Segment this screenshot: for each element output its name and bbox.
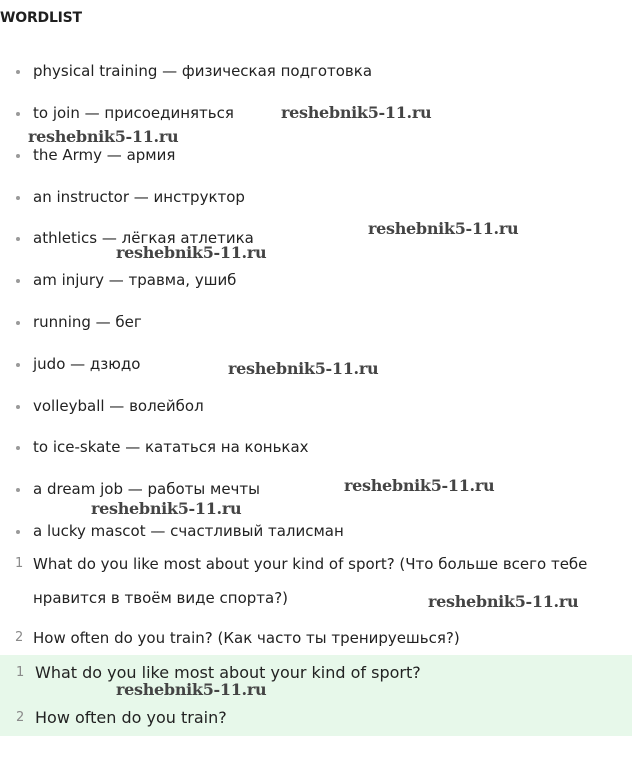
wordlist-item-text: judo — дзюдо xyxy=(33,355,141,373)
bullet-icon xyxy=(16,112,20,116)
watermark: reshebnik5-11.ru xyxy=(116,680,267,699)
bullet-icon xyxy=(16,279,20,283)
wordlist-item xyxy=(33,188,245,206)
wordlist-item-text: athletics — лёгкая атлетика xyxy=(33,229,254,247)
watermark: reshebnik5-11.ru xyxy=(281,103,432,122)
wordlist-item-text: volleyball — волейбол xyxy=(33,397,204,415)
wordlist-item-text: am injury — травма, ушиб xyxy=(33,271,237,289)
watermark: reshebnik5-11.ru xyxy=(228,359,379,378)
wordlist-item xyxy=(33,313,142,331)
bullet-icon xyxy=(16,488,20,492)
question-text: What do you like most about your kind of sport? (Что больше всего тебе xyxy=(33,555,588,573)
bullet-icon xyxy=(16,237,20,241)
wordlist-item xyxy=(33,438,309,456)
bullet-icon xyxy=(16,405,20,409)
answer-text: How often do you train? xyxy=(35,708,227,727)
bullet-icon xyxy=(16,446,20,450)
bullet-icon xyxy=(16,196,20,200)
question-item xyxy=(15,629,460,647)
wordlist-item xyxy=(33,271,236,289)
question-text: How often do you train? (Как часто ты тренируешься?) xyxy=(33,629,460,647)
wordlist-item-text: to ice-skate — кататься на коньках xyxy=(33,438,309,456)
answer-item xyxy=(16,708,227,727)
wordlist-item xyxy=(33,480,260,498)
watermark: reshebnik5-11.ru xyxy=(91,499,242,518)
wordlist-item-text: a lucky mascot — счастливый талисман xyxy=(33,522,344,540)
question-item-continuation xyxy=(33,589,288,607)
wordlist-item-text: a dream job — работы мечты xyxy=(33,480,260,498)
bullet-icon xyxy=(16,154,20,158)
watermark: reshebnik5-11.ru xyxy=(28,127,179,146)
wordlist-item xyxy=(33,355,140,373)
answer-text: What do you like most about your kind of sport? xyxy=(35,663,421,682)
wordlist-item xyxy=(33,397,204,415)
question-text: нравится в твоём виде спорта?) xyxy=(33,589,289,607)
wordlist-item xyxy=(33,522,344,540)
wordlist-item xyxy=(33,146,175,164)
wordlist-item xyxy=(33,62,372,80)
bullet-icon xyxy=(16,363,20,367)
wordlist-item xyxy=(33,104,234,122)
bullet-icon xyxy=(16,70,20,74)
watermark: reshebnik5-11.ru xyxy=(368,219,519,238)
watermark: reshebnik5-11.ru xyxy=(344,476,495,495)
wordlist-item-text: to join — присоединяться xyxy=(33,104,234,122)
question-number: 1 xyxy=(15,556,24,571)
wordlist-item-text: running — бег xyxy=(33,313,142,331)
answer-number: 2 xyxy=(16,710,25,725)
wordlist-item-text: the Army — армия xyxy=(33,146,176,164)
answer-number: 1 xyxy=(16,665,25,680)
wordlist-item-text: an instructor — инструктор xyxy=(33,188,245,206)
wordlist-heading: WORDLIST xyxy=(0,10,82,26)
bullet-icon xyxy=(16,321,20,325)
watermark: reshebnik5-11.ru xyxy=(428,592,579,611)
wordlist-item-text: physical training — физическая подготовка xyxy=(33,62,373,80)
question-number: 2 xyxy=(15,630,24,645)
bullet-icon xyxy=(16,530,20,534)
watermark: reshebnik5-11.ru xyxy=(116,243,267,262)
question-item xyxy=(15,555,588,573)
